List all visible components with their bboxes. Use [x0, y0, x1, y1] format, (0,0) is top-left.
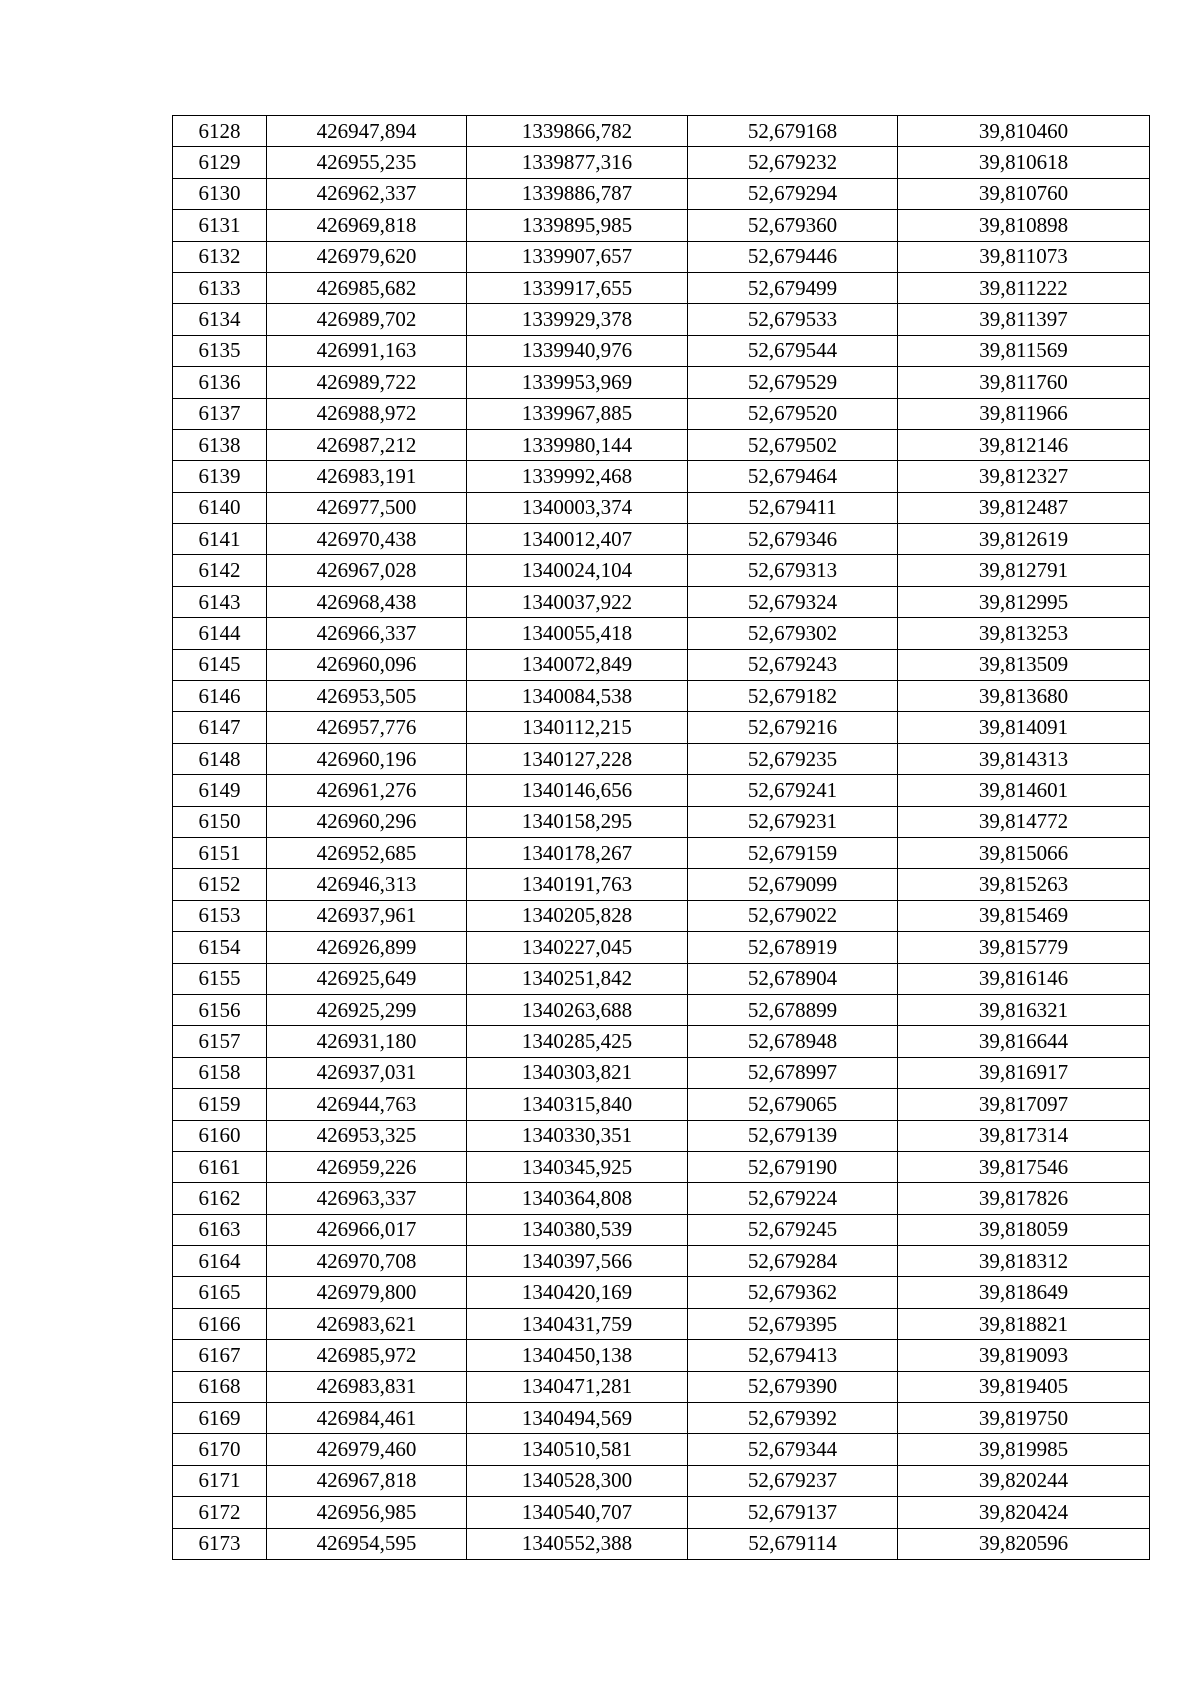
longitude-cell: 39,816321 — [898, 994, 1150, 1025]
table-row — [173, 649, 1150, 680]
point-number-cell: 6150 — [173, 806, 267, 837]
y-coordinate-cell: 1340303,821 — [467, 1057, 688, 1088]
table-row — [173, 963, 1150, 994]
point-number-cell: 6169 — [173, 1403, 267, 1434]
y-coordinate-cell: 1340012,407 — [467, 524, 688, 555]
x-coordinate-cell: 426984,461 — [267, 1403, 467, 1434]
point-number-cell: 6128 — [173, 116, 267, 147]
longitude-cell: 39,818059 — [898, 1214, 1150, 1245]
x-coordinate-cell: 426953,325 — [267, 1120, 467, 1151]
y-coordinate-cell: 1340024,104 — [467, 555, 688, 586]
y-coordinate-cell: 1340158,295 — [467, 806, 688, 837]
point-number-cell: 6165 — [173, 1277, 267, 1308]
x-coordinate-cell: 426967,028 — [267, 555, 467, 586]
latitude-cell: 52,679529 — [688, 367, 898, 398]
longitude-cell: 39,811760 — [898, 367, 1150, 398]
latitude-cell: 52,679137 — [688, 1497, 898, 1528]
longitude-cell: 39,815263 — [898, 869, 1150, 900]
table-row — [173, 618, 1150, 649]
longitude-cell: 39,812619 — [898, 524, 1150, 555]
longitude-cell: 39,819093 — [898, 1340, 1150, 1371]
table-row — [173, 743, 1150, 774]
x-coordinate-cell: 426954,595 — [267, 1528, 467, 1559]
latitude-cell: 52,679243 — [688, 649, 898, 680]
coordinates-table-body — [173, 116, 1150, 1560]
y-coordinate-cell: 1340540,707 — [467, 1497, 688, 1528]
x-coordinate-cell: 426967,818 — [267, 1465, 467, 1496]
point-number-cell: 6171 — [173, 1465, 267, 1496]
point-number-cell: 6135 — [173, 335, 267, 366]
longitude-cell: 39,811222 — [898, 272, 1150, 303]
longitude-cell: 39,816146 — [898, 963, 1150, 994]
x-coordinate-cell: 426956,985 — [267, 1497, 467, 1528]
y-coordinate-cell: 1340330,351 — [467, 1120, 688, 1151]
table-row — [173, 210, 1150, 241]
y-coordinate-cell: 1340450,138 — [467, 1340, 688, 1371]
x-coordinate-cell: 426970,438 — [267, 524, 467, 555]
longitude-cell: 39,811966 — [898, 398, 1150, 429]
x-coordinate-cell: 426983,831 — [267, 1371, 467, 1402]
x-coordinate-cell: 426944,763 — [267, 1089, 467, 1120]
y-coordinate-cell: 1340431,759 — [467, 1308, 688, 1339]
latitude-cell: 52,679362 — [688, 1277, 898, 1308]
table-row — [173, 806, 1150, 837]
table-row — [173, 1246, 1150, 1277]
table-row — [173, 1277, 1150, 1308]
x-coordinate-cell: 426946,313 — [267, 869, 467, 900]
table-row — [173, 932, 1150, 963]
x-coordinate-cell: 426966,017 — [267, 1214, 467, 1245]
x-coordinate-cell: 426937,031 — [267, 1057, 467, 1088]
table-row — [173, 304, 1150, 335]
point-number-cell: 6134 — [173, 304, 267, 335]
latitude-cell: 52,679099 — [688, 869, 898, 900]
longitude-cell: 39,812995 — [898, 586, 1150, 617]
latitude-cell: 52,679302 — [688, 618, 898, 649]
point-number-cell: 6160 — [173, 1120, 267, 1151]
y-coordinate-cell: 1340397,566 — [467, 1246, 688, 1277]
latitude-cell: 52,679499 — [688, 272, 898, 303]
latitude-cell: 52,679413 — [688, 1340, 898, 1371]
longitude-cell: 39,812327 — [898, 461, 1150, 492]
table-row — [173, 1403, 1150, 1434]
y-coordinate-cell: 1340227,045 — [467, 932, 688, 963]
point-number-cell: 6168 — [173, 1371, 267, 1402]
y-coordinate-cell: 1340494,569 — [467, 1403, 688, 1434]
x-coordinate-cell: 426961,276 — [267, 775, 467, 806]
y-coordinate-cell: 1339992,468 — [467, 461, 688, 492]
x-coordinate-cell: 426952,685 — [267, 837, 467, 868]
longitude-cell: 39,820424 — [898, 1497, 1150, 1528]
y-coordinate-cell: 1340510,581 — [467, 1434, 688, 1465]
longitude-cell: 39,814601 — [898, 775, 1150, 806]
latitude-cell: 52,679294 — [688, 178, 898, 209]
latitude-cell: 52,679502 — [688, 429, 898, 460]
latitude-cell: 52,679168 — [688, 116, 898, 147]
latitude-cell: 52,679411 — [688, 492, 898, 523]
longitude-cell: 39,812791 — [898, 555, 1150, 586]
y-coordinate-cell: 1339917,655 — [467, 272, 688, 303]
y-coordinate-cell: 1339967,885 — [467, 398, 688, 429]
latitude-cell: 52,679360 — [688, 210, 898, 241]
latitude-cell: 52,679313 — [688, 555, 898, 586]
point-number-cell: 6156 — [173, 994, 267, 1025]
x-coordinate-cell: 426985,972 — [267, 1340, 467, 1371]
latitude-cell: 52,679237 — [688, 1465, 898, 1496]
x-coordinate-cell: 426937,961 — [267, 900, 467, 931]
table-row — [173, 492, 1150, 523]
point-number-cell: 6133 — [173, 272, 267, 303]
longitude-cell: 39,820596 — [898, 1528, 1150, 1559]
y-coordinate-cell: 1340072,849 — [467, 649, 688, 680]
longitude-cell: 39,819985 — [898, 1434, 1150, 1465]
point-number-cell: 6159 — [173, 1089, 267, 1120]
latitude-cell: 52,679241 — [688, 775, 898, 806]
x-coordinate-cell: 426960,196 — [267, 743, 467, 774]
point-number-cell: 6137 — [173, 398, 267, 429]
y-coordinate-cell: 1339980,144 — [467, 429, 688, 460]
table-row — [173, 1026, 1150, 1057]
point-number-cell: 6148 — [173, 743, 267, 774]
table-row — [173, 775, 1150, 806]
y-coordinate-cell: 1340178,267 — [467, 837, 688, 868]
table-row — [173, 994, 1150, 1025]
latitude-cell: 52,678919 — [688, 932, 898, 963]
table-row — [173, 555, 1150, 586]
x-coordinate-cell: 426962,337 — [267, 178, 467, 209]
table-row — [173, 1371, 1150, 1402]
longitude-cell: 39,815469 — [898, 900, 1150, 931]
point-number-cell: 6164 — [173, 1246, 267, 1277]
latitude-cell: 52,679344 — [688, 1434, 898, 1465]
x-coordinate-cell: 426960,296 — [267, 806, 467, 837]
longitude-cell: 39,818312 — [898, 1246, 1150, 1277]
x-coordinate-cell: 426979,620 — [267, 241, 467, 272]
point-number-cell: 6139 — [173, 461, 267, 492]
longitude-cell: 39,819405 — [898, 1371, 1150, 1402]
latitude-cell: 52,679284 — [688, 1246, 898, 1277]
y-coordinate-cell: 1340263,688 — [467, 994, 688, 1025]
point-number-cell: 6140 — [173, 492, 267, 523]
y-coordinate-cell: 1339866,782 — [467, 116, 688, 147]
longitude-cell: 39,818821 — [898, 1308, 1150, 1339]
x-coordinate-cell: 426985,682 — [267, 272, 467, 303]
x-coordinate-cell: 426953,505 — [267, 681, 467, 712]
y-coordinate-cell: 1340552,388 — [467, 1528, 688, 1559]
y-coordinate-cell: 1340084,538 — [467, 681, 688, 712]
latitude-cell: 52,679533 — [688, 304, 898, 335]
y-coordinate-cell: 1339907,657 — [467, 241, 688, 272]
longitude-cell: 39,810760 — [898, 178, 1150, 209]
y-coordinate-cell: 1340127,228 — [467, 743, 688, 774]
longitude-cell: 39,811073 — [898, 241, 1150, 272]
point-number-cell: 6132 — [173, 241, 267, 272]
x-coordinate-cell: 426959,226 — [267, 1151, 467, 1182]
table-row — [173, 524, 1150, 555]
table-row — [173, 147, 1150, 178]
latitude-cell: 52,679190 — [688, 1151, 898, 1182]
longitude-cell: 39,810460 — [898, 116, 1150, 147]
y-coordinate-cell: 1340112,215 — [467, 712, 688, 743]
x-coordinate-cell: 426960,096 — [267, 649, 467, 680]
y-coordinate-cell: 1340191,763 — [467, 869, 688, 900]
table-row — [173, 1057, 1150, 1088]
latitude-cell: 52,678904 — [688, 963, 898, 994]
x-coordinate-cell: 426983,621 — [267, 1308, 467, 1339]
latitude-cell: 52,679392 — [688, 1403, 898, 1434]
table-row — [173, 1434, 1150, 1465]
table-row — [173, 1120, 1150, 1151]
point-number-cell: 6157 — [173, 1026, 267, 1057]
x-coordinate-cell: 426963,337 — [267, 1183, 467, 1214]
latitude-cell: 52,679022 — [688, 900, 898, 931]
table-row — [173, 1497, 1150, 1528]
latitude-cell: 52,679216 — [688, 712, 898, 743]
point-number-cell: 6142 — [173, 555, 267, 586]
y-coordinate-cell: 1340380,539 — [467, 1214, 688, 1245]
latitude-cell: 52,679182 — [688, 681, 898, 712]
y-coordinate-cell: 1339940,976 — [467, 335, 688, 366]
point-number-cell: 6129 — [173, 147, 267, 178]
point-number-cell: 6166 — [173, 1308, 267, 1339]
coordinates-table — [172, 115, 1150, 1560]
y-coordinate-cell: 1340528,300 — [467, 1465, 688, 1496]
table-row — [173, 1183, 1150, 1214]
point-number-cell: 6149 — [173, 775, 267, 806]
latitude-cell: 52,678997 — [688, 1057, 898, 1088]
y-coordinate-cell: 1340003,374 — [467, 492, 688, 523]
x-coordinate-cell: 426926,899 — [267, 932, 467, 963]
point-number-cell: 6162 — [173, 1183, 267, 1214]
latitude-cell: 52,679390 — [688, 1371, 898, 1402]
longitude-cell: 39,820244 — [898, 1465, 1150, 1496]
x-coordinate-cell: 426925,649 — [267, 963, 467, 994]
longitude-cell: 39,812146 — [898, 429, 1150, 460]
x-coordinate-cell: 426955,235 — [267, 147, 467, 178]
table-row — [173, 178, 1150, 209]
point-number-cell: 6138 — [173, 429, 267, 460]
latitude-cell: 52,679235 — [688, 743, 898, 774]
y-coordinate-cell: 1339953,969 — [467, 367, 688, 398]
y-coordinate-cell: 1339895,985 — [467, 210, 688, 241]
table-row — [173, 712, 1150, 743]
latitude-cell: 52,679395 — [688, 1308, 898, 1339]
longitude-cell: 39,815066 — [898, 837, 1150, 868]
longitude-cell: 39,814772 — [898, 806, 1150, 837]
x-coordinate-cell: 426987,212 — [267, 429, 467, 460]
x-coordinate-cell: 426991,163 — [267, 335, 467, 366]
y-coordinate-cell: 1340471,281 — [467, 1371, 688, 1402]
table-row — [173, 367, 1150, 398]
latitude-cell: 52,679346 — [688, 524, 898, 555]
table-row — [173, 1465, 1150, 1496]
longitude-cell: 39,813680 — [898, 681, 1150, 712]
latitude-cell: 52,679544 — [688, 335, 898, 366]
latitude-cell: 52,679139 — [688, 1120, 898, 1151]
y-coordinate-cell: 1340037,922 — [467, 586, 688, 617]
table-row — [173, 869, 1150, 900]
longitude-cell: 39,810898 — [898, 210, 1150, 241]
x-coordinate-cell: 426931,180 — [267, 1026, 467, 1057]
table-row — [173, 1340, 1150, 1371]
table-row — [173, 398, 1150, 429]
point-number-cell: 6145 — [173, 649, 267, 680]
point-number-cell: 6173 — [173, 1528, 267, 1559]
table-row — [173, 681, 1150, 712]
table-row — [173, 429, 1150, 460]
table-row — [173, 272, 1150, 303]
point-number-cell: 6167 — [173, 1340, 267, 1371]
point-number-cell: 6163 — [173, 1214, 267, 1245]
x-coordinate-cell: 426970,708 — [267, 1246, 467, 1277]
y-coordinate-cell: 1339877,316 — [467, 147, 688, 178]
y-coordinate-cell: 1339886,787 — [467, 178, 688, 209]
longitude-cell: 39,813253 — [898, 618, 1150, 649]
longitude-cell: 39,814313 — [898, 743, 1150, 774]
table-row — [173, 116, 1150, 147]
y-coordinate-cell: 1340205,828 — [467, 900, 688, 931]
table-row — [173, 1308, 1150, 1339]
longitude-cell: 39,819750 — [898, 1403, 1150, 1434]
latitude-cell: 52,679065 — [688, 1089, 898, 1120]
point-number-cell: 6172 — [173, 1497, 267, 1528]
point-number-cell: 6146 — [173, 681, 267, 712]
point-number-cell: 6130 — [173, 178, 267, 209]
point-number-cell: 6153 — [173, 900, 267, 931]
table-row — [173, 461, 1150, 492]
table-row — [173, 1151, 1150, 1182]
longitude-cell: 39,815779 — [898, 932, 1150, 963]
latitude-cell: 52,678899 — [688, 994, 898, 1025]
latitude-cell: 52,679159 — [688, 837, 898, 868]
point-number-cell: 6170 — [173, 1434, 267, 1465]
longitude-cell: 39,817097 — [898, 1089, 1150, 1120]
x-coordinate-cell: 426966,337 — [267, 618, 467, 649]
longitude-cell: 39,814091 — [898, 712, 1150, 743]
latitude-cell: 52,679245 — [688, 1214, 898, 1245]
y-coordinate-cell: 1339929,378 — [467, 304, 688, 335]
x-coordinate-cell: 426989,722 — [267, 367, 467, 398]
y-coordinate-cell: 1340055,418 — [467, 618, 688, 649]
latitude-cell: 52,679232 — [688, 147, 898, 178]
longitude-cell: 39,817314 — [898, 1120, 1150, 1151]
point-number-cell: 6154 — [173, 932, 267, 963]
x-coordinate-cell: 426968,438 — [267, 586, 467, 617]
point-number-cell: 6136 — [173, 367, 267, 398]
x-coordinate-cell: 426989,702 — [267, 304, 467, 335]
point-number-cell: 6152 — [173, 869, 267, 900]
x-coordinate-cell: 426983,191 — [267, 461, 467, 492]
longitude-cell: 39,810618 — [898, 147, 1150, 178]
y-coordinate-cell: 1340146,656 — [467, 775, 688, 806]
latitude-cell: 52,679324 — [688, 586, 898, 617]
longitude-cell: 39,811569 — [898, 335, 1150, 366]
point-number-cell: 6143 — [173, 586, 267, 617]
longitude-cell: 39,812487 — [898, 492, 1150, 523]
point-number-cell: 6155 — [173, 963, 267, 994]
y-coordinate-cell: 1340345,925 — [467, 1151, 688, 1182]
table-row — [173, 335, 1150, 366]
point-number-cell: 6161 — [173, 1151, 267, 1182]
point-number-cell: 6158 — [173, 1057, 267, 1088]
point-number-cell: 6131 — [173, 210, 267, 241]
x-coordinate-cell: 426988,972 — [267, 398, 467, 429]
x-coordinate-cell: 426979,460 — [267, 1434, 467, 1465]
y-coordinate-cell: 1340251,842 — [467, 963, 688, 994]
table-row — [173, 1089, 1150, 1120]
table-row — [173, 1528, 1150, 1559]
x-coordinate-cell: 426969,818 — [267, 210, 467, 241]
latitude-cell: 52,679224 — [688, 1183, 898, 1214]
x-coordinate-cell: 426947,894 — [267, 116, 467, 147]
longitude-cell: 39,816917 — [898, 1057, 1150, 1088]
latitude-cell: 52,679446 — [688, 241, 898, 272]
point-number-cell: 6144 — [173, 618, 267, 649]
latitude-cell: 52,679520 — [688, 398, 898, 429]
x-coordinate-cell: 426957,776 — [267, 712, 467, 743]
longitude-cell: 39,811397 — [898, 304, 1150, 335]
longitude-cell: 39,818649 — [898, 1277, 1150, 1308]
table-row — [173, 900, 1150, 931]
point-number-cell: 6151 — [173, 837, 267, 868]
table-row — [173, 837, 1150, 868]
latitude-cell: 52,679464 — [688, 461, 898, 492]
latitude-cell: 52,678948 — [688, 1026, 898, 1057]
latitude-cell: 52,679114 — [688, 1528, 898, 1559]
point-number-cell: 6141 — [173, 524, 267, 555]
table-row — [173, 1214, 1150, 1245]
y-coordinate-cell: 1340420,169 — [467, 1277, 688, 1308]
longitude-cell: 39,813509 — [898, 649, 1150, 680]
y-coordinate-cell: 1340315,840 — [467, 1089, 688, 1120]
y-coordinate-cell: 1340364,808 — [467, 1183, 688, 1214]
latitude-cell: 52,679231 — [688, 806, 898, 837]
longitude-cell: 39,816644 — [898, 1026, 1150, 1057]
table-row — [173, 586, 1150, 617]
longitude-cell: 39,817546 — [898, 1151, 1150, 1182]
x-coordinate-cell: 426925,299 — [267, 994, 467, 1025]
y-coordinate-cell: 1340285,425 — [467, 1026, 688, 1057]
table-row — [173, 241, 1150, 272]
longitude-cell: 39,817826 — [898, 1183, 1150, 1214]
point-number-cell: 6147 — [173, 712, 267, 743]
x-coordinate-cell: 426977,500 — [267, 492, 467, 523]
x-coordinate-cell: 426979,800 — [267, 1277, 467, 1308]
